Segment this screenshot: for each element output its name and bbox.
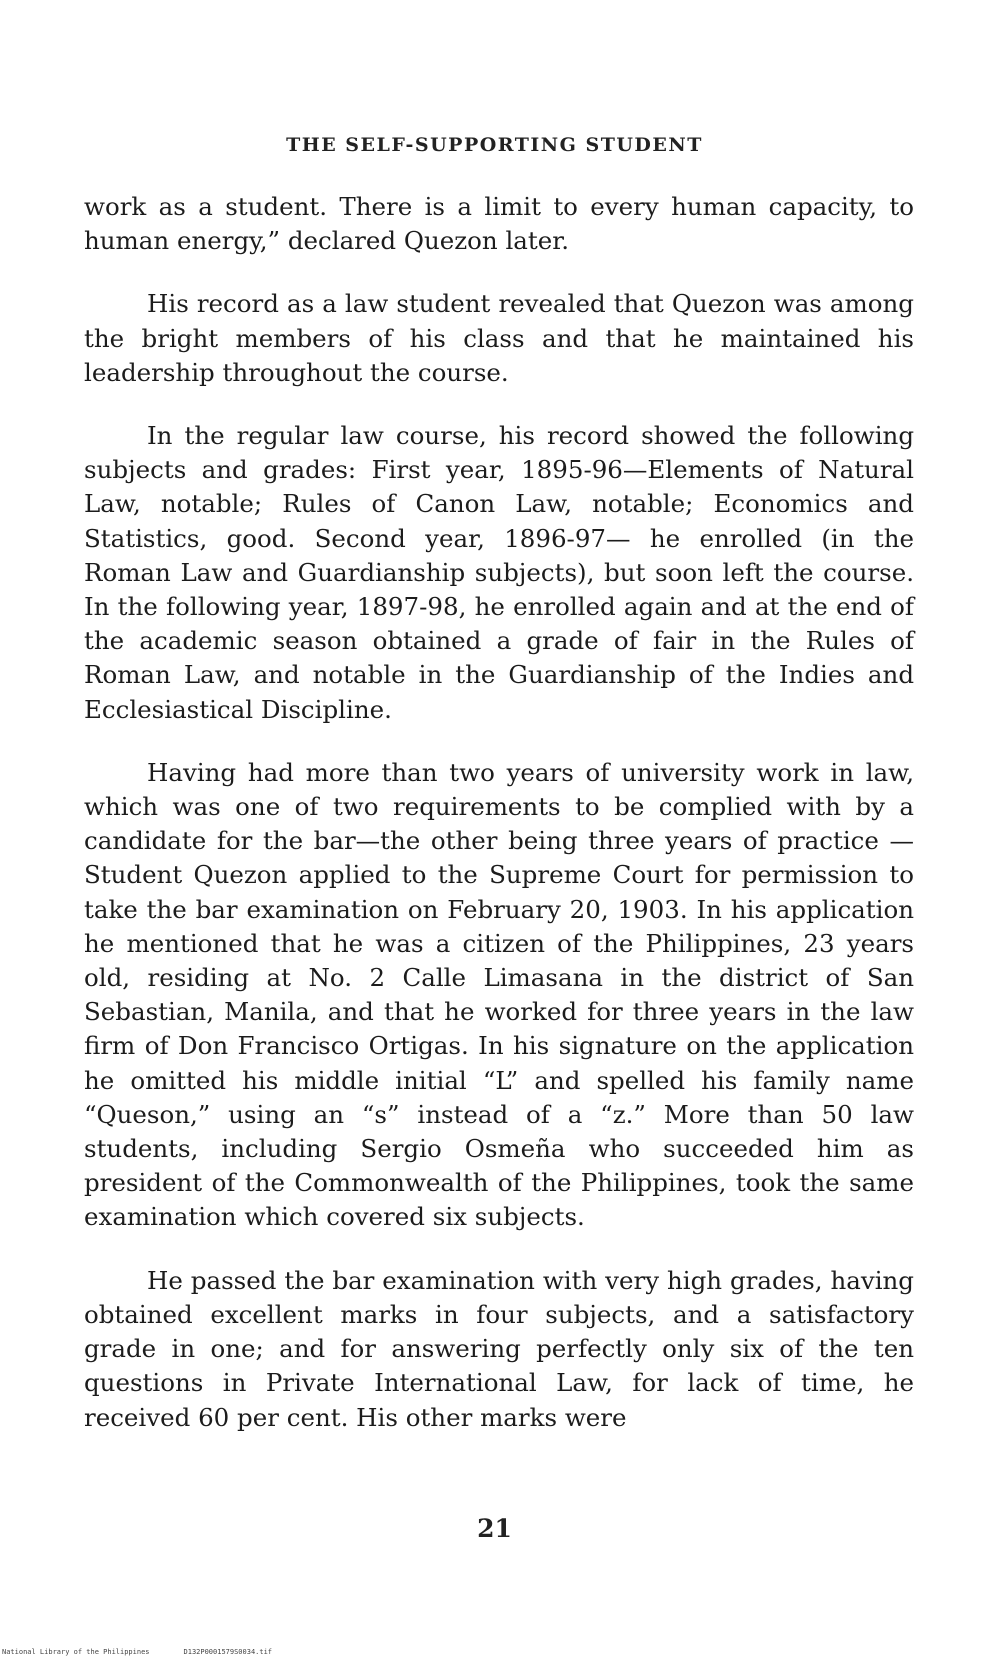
footer-file-id: D132P0001579S0034.tif (183, 1648, 273, 1656)
body-text (84, 190, 914, 1464)
paragraph-continuation: work as a student. There is a limit to every human capacity, to human energy,” declared Quezon later. (84, 192, 914, 256)
footer-library: National Library of the Philippines (2, 1648, 150, 1656)
paragraph-bar-results: He passed the bar examination with very high grades, having obtained excellent marks in four subjects, and a satisfactory grade in one; and for answering perfectly only six of the ten questions in Private International Law, for lack of time, he received 60 per cent. His other marks were (84, 1265, 914, 1432)
running-header: THE SELF-SUPPORTING STUDENT (286, 134, 703, 156)
page-number: 21 (477, 1514, 512, 1543)
paragraph-bar-application: Having had more than two years of university work in law, which was one of two requirements to be complied with by a candidate for the bar—the other being three years of practice — Student Quezon applied to the Supreme Court for permission to take the bar examination on February 20, 1903. In his application he mentioned that he was a citizen of the Philippines, 23 years old, residing at No. 2 Calle Limasana in the district of San Sebastian, Manila, and that he worked for three years in the law firm of Don Francisco Ortigas. In his signature on the application he omitted his middle initial “L” and spelled his family name “Queson,” using an “s” instead of a “z.” More than 50 law students, including Sergio Osmeña who succeeded him as president of the Commonwealth of the Philippines, took the same examination which covered six subjects. (84, 757, 914, 1232)
paragraph-grades: In the regular law course, his record showed the following subjects and grades: First year, 1895-96—Elements of Natural Law, notable; Rules of Canon Law, notable; Economics and Statistics, good. Second year, 1896-97— he enrolled (in the Roman Law and Guardianship subjects), but soon left the course. In the following year, 1897-98, he enrolled again and at the end of the academic season obtained a grade of fair in the Rules of Roman Law, and notable in the Guardianship of the Indies and Ecclesiastical Discipline. (84, 421, 914, 724)
paragraph-law-record: His record as a law student revealed that Quezon was among the bright members of his class and that he maintained his leadership throughout the course. (84, 289, 914, 387)
scan-footer (2, 1648, 272, 1656)
